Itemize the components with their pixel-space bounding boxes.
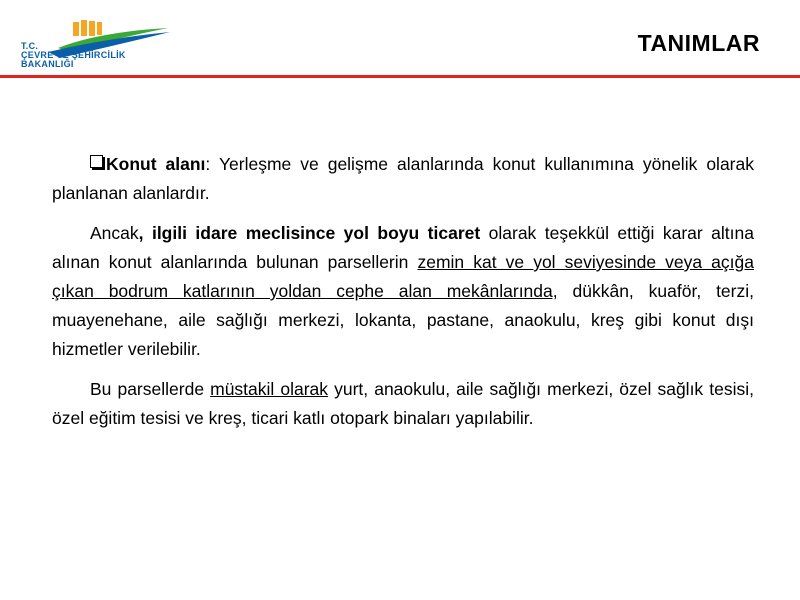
p2-text-a: Ancak [90, 223, 139, 243]
ministry-logo [18, 18, 178, 74]
logo-line-bakanligi: BAKANLIĞI [21, 59, 74, 69]
logo-line-tc: T.C. [21, 41, 39, 51]
logo-bar-1 [73, 22, 79, 36]
paragraph-allowed-uses [52, 375, 754, 433]
paragraph-definition [52, 150, 754, 208]
definition-text: : Yerleşme ve gelişme alanlarında konut kullanımına yönelik olarak planlanan alanlardır. [52, 154, 754, 203]
logo-text [21, 42, 126, 69]
term-konut-alani: Konut alanı [106, 154, 206, 174]
title-divider [0, 75, 800, 78]
logo-bar-3 [89, 21, 95, 36]
p2-underlined-phrase: zemin kat ve yol seviyesinde veya açığa çıkan bodrum katlarının yoldan cephe alan mekânlarında, [52, 252, 754, 301]
page-title: TANIMLAR [637, 30, 760, 56]
checkbox-bullet-icon [90, 155, 103, 168]
logo-bar-2 [81, 20, 87, 36]
logo-line-ministry-name: ÇEVRE VE ŞEHİRCİLİK [21, 50, 126, 60]
p3-text-a: Bu parsellerde [90, 379, 211, 399]
p2-bold-phrase: , ilgili idare meclisince yol boyu ticaret [138, 223, 481, 243]
slide-body [52, 150, 754, 444]
logo-bar-4 [97, 22, 102, 35]
p2-text-c: olarak teşekkül ettiği karar altına alınan konut alanlarında bulunan parsellerin [52, 223, 754, 272]
p3-underlined-phrase: müstakil olarak [210, 379, 329, 399]
paragraph-exception [52, 219, 754, 364]
p3-text-c: yurt, anaokulu, aile sağlığı merkezi, özel sağlık tesisi, özel eğitim tesisi ve kreş, ticari katlı otopark binaları yapılabilir. [52, 379, 754, 428]
p2-text-e: dükkân, kuaför, terzi, muayenehane, aile sağlığı merkezi, lokanta, pastane, anaokulu, kreş gibi konut dışı hizmetler verilebilir. [52, 281, 754, 359]
